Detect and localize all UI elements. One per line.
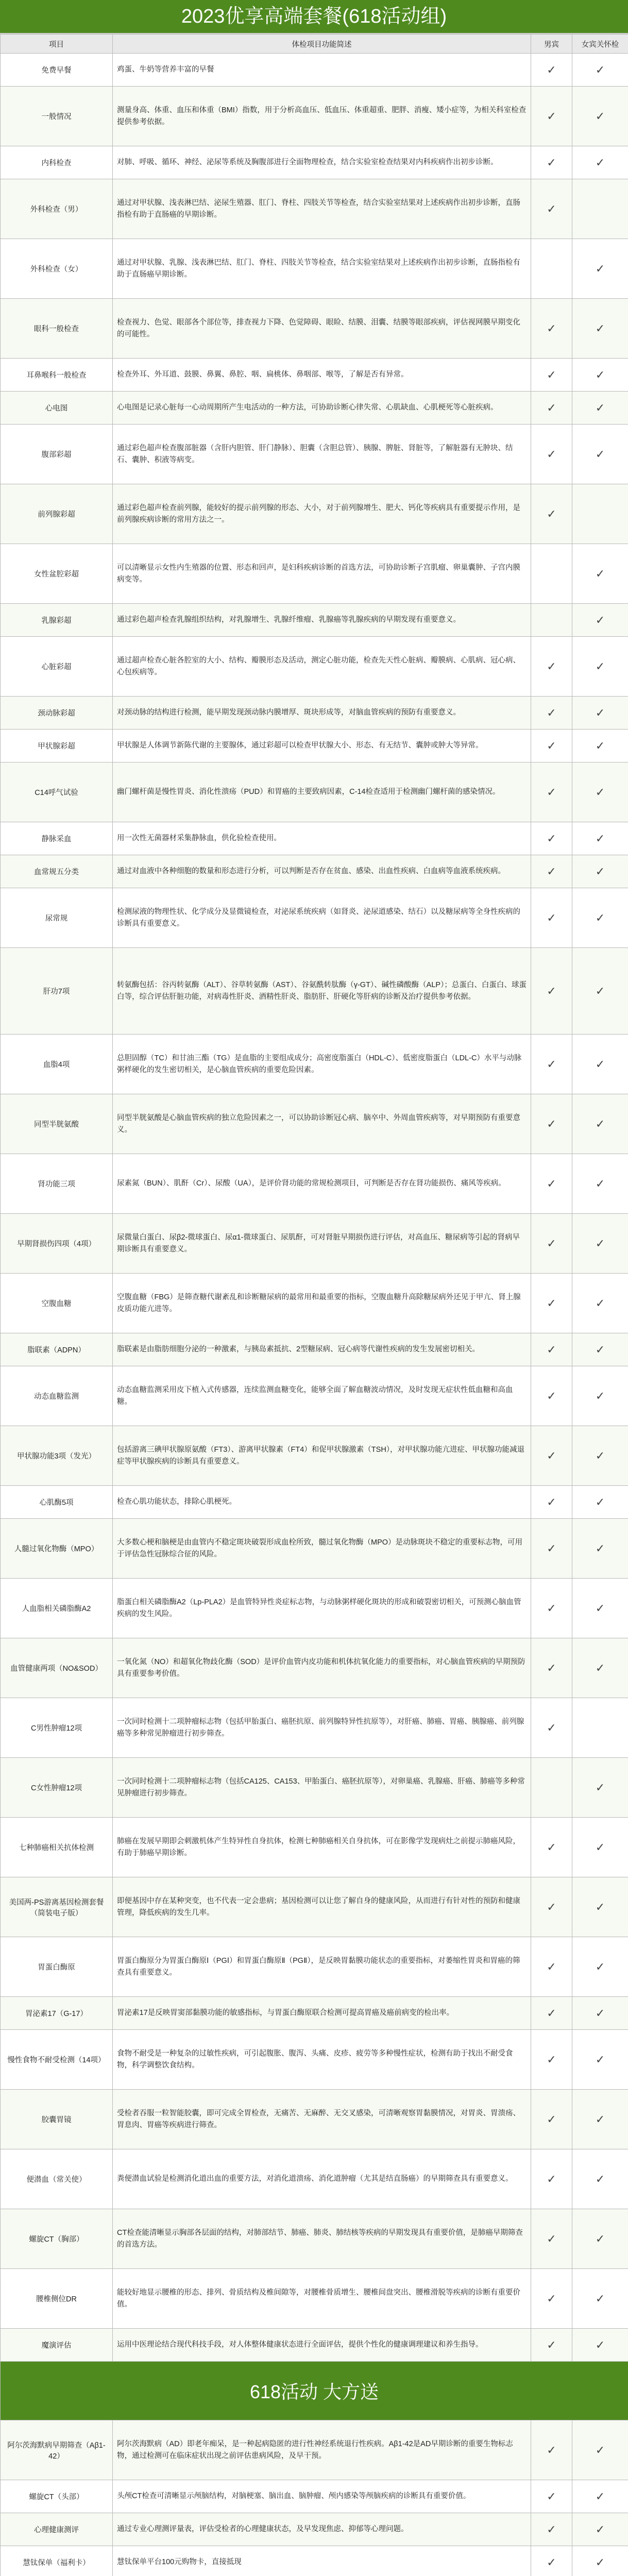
male-check: ✓ (531, 697, 572, 730)
item-name: 慢性食物不耐受检测（14项） (1, 2030, 113, 2090)
male-check: ✓ (531, 87, 572, 146)
male-check (531, 604, 572, 637)
item-name: 甲状腺功能3项（发光） (1, 1426, 113, 1486)
item-name: 螺旋CT（头部） (1, 2480, 113, 2513)
female-check: ✓ (572, 762, 628, 822)
table-row (1, 1333, 628, 1366)
table-header (1, 35, 628, 54)
female-check: ✓ (572, 2546, 628, 2576)
item-description: 通过对甲状腺、乳腺、浅表淋巴结、肛门、脊柱、四肢关节等检查，结合实验室结果对上述疾病作出初步诊断，直肠指检有助于直肠癌早期诊断。 (113, 239, 531, 299)
item-description: 头颅CT检查可清晰显示颅脑结构，对脑梗塞、脑出血、脑肿瘤、颅内感染等颅脑疾病的诊断具有重要价值。 (113, 2480, 531, 2513)
female-check: ✓ (572, 239, 628, 299)
table-row (1, 179, 628, 239)
male-check: ✓ (531, 2513, 572, 2546)
item-description: 空腹血糖（FBG）是筛查糖代谢紊乱和诊断糖尿病的最常用和最重要的指标，空腹血糖升高除糖尿病外还见于甲亢、肾上腺皮质功能亢进等。 (113, 1274, 531, 1333)
header-description: 体检项目功能简述 (113, 35, 531, 54)
item-name: 血常规五分类 (1, 855, 113, 888)
item-name: C女性肿瘤12项 (1, 1758, 113, 1818)
male-check (531, 239, 572, 299)
item-name: 外科检查（女） (1, 239, 113, 299)
female-check: ✓ (572, 1758, 628, 1818)
female-check: ✓ (572, 2209, 628, 2269)
item-description: 胃蛋白酶原分为胃蛋白酶原Ⅰ（PGⅠ）和胃蛋白酶原Ⅱ（PGⅡ），是反映胃黏膜功能状态的重要指标，对萎缩性胃炎和胃癌的筛查具有重要意义。 (113, 1937, 531, 1997)
table-row (1, 87, 628, 146)
table-row (1, 2269, 628, 2329)
item-description: 一氧化氮（NO）和超氧化物歧化酶（SOD）是评价血管内皮功能和机体抗氧化能力的重要指标，对心脑血管疾病的早期预防具有重要参考价值。 (113, 1638, 531, 1698)
male-check: ✓ (531, 484, 572, 544)
item-name: 同型半胱氨酸 (1, 1094, 113, 1154)
female-check: ✓ (572, 2149, 628, 2209)
table-row (1, 2420, 628, 2480)
female-check: ✓ (572, 948, 628, 1035)
female-check: ✓ (572, 730, 628, 762)
item-name: 心理健康测评 (1, 2513, 113, 2546)
table-row (1, 2546, 628, 2576)
female-check: ✓ (572, 2513, 628, 2546)
item-name: 外科检查（男） (1, 179, 113, 239)
item-name: 心脏彩超 (1, 637, 113, 697)
female-check: ✓ (572, 54, 628, 87)
male-check: ✓ (531, 299, 572, 359)
female-check (572, 179, 628, 239)
male-check: ✓ (531, 2030, 572, 2090)
male-check: ✓ (531, 2480, 572, 2513)
item-name: 心电图 (1, 392, 113, 425)
male-check: ✓ (531, 855, 572, 888)
male-check: ✓ (531, 888, 572, 948)
male-check: ✓ (531, 2209, 572, 2269)
item-name: 耳鼻喉科一般检查 (1, 359, 113, 392)
female-check: ✓ (572, 1519, 628, 1579)
table-row (1, 948, 628, 1035)
item-description: 总胆固醇（TC）和甘油三酯（TG）是血脂的主要组成成分；高密度脂蛋白（HDL-C）、低密度脂蛋白（LDL-C）水平与动脉粥样硬化的发生密切相关，是心脑血管疾病的重要危险因素。 (113, 1035, 531, 1094)
table-row (1, 484, 628, 544)
item-name: 颈动脉彩超 (1, 697, 113, 730)
header-item: 项目 (1, 35, 113, 54)
table-row (1, 697, 628, 730)
female-check: ✓ (572, 604, 628, 637)
table-row (1, 2329, 628, 2362)
female-check: ✓ (572, 697, 628, 730)
female-check: ✓ (572, 2480, 628, 2513)
promo-banner (1, 2362, 628, 2420)
table-row (1, 54, 628, 87)
table-row (1, 1579, 628, 1638)
female-check: ✓ (572, 1997, 628, 2030)
male-check (531, 544, 572, 604)
item-description: 鸡蛋、牛奶等营养丰富的早餐 (113, 54, 531, 87)
item-name: 便潜血（常关使） (1, 2149, 113, 2209)
male-check: ✓ (531, 762, 572, 822)
female-check: ✓ (572, 1937, 628, 1997)
item-description: 检查心肌功能状态，排除心肌梗死。 (113, 1486, 531, 1519)
table-row (1, 855, 628, 888)
table-row (1, 730, 628, 762)
female-check: ✓ (572, 1094, 628, 1154)
male-check: ✓ (531, 146, 572, 179)
male-check: ✓ (531, 2090, 572, 2149)
item-description: 一次同时检测十二项肿瘤标志物（包括CA125、CA153、甲胎蛋白、癌胚抗原等），对卵巢癌、乳腺癌、肝癌、肺癌等多种常见肿瘤进行初步筛查。 (113, 1758, 531, 1818)
item-description: 对颈动脉的结构进行检测，能早期发现颈动脉内膜增厚、斑块形成等，对脑血管疾病的预防有重要意义。 (113, 697, 531, 730)
item-name: 早期肾损伤四项（4项） (1, 1214, 113, 1274)
table-row (1, 1214, 628, 1274)
table-row (1, 1937, 628, 1997)
item-name: 乳腺彩超 (1, 604, 113, 637)
table-row (1, 1877, 628, 1937)
item-name: 肾功能三项 (1, 1154, 113, 1214)
female-check: ✓ (572, 1214, 628, 1274)
item-description: 对肺、呼吸、循环、神经、泌尿等系统及胸腹部进行全面物理检查，结合实验室检查结果对内科疾病作出初步诊断。 (113, 146, 531, 179)
item-description: 运用中医理论结合现代科技手段，对人体整体健康状态进行全面评估，提供个性化的健康调理建议和养生指导。 (113, 2329, 531, 2362)
item-description: 检查视力、色觉、眼部各个部位等，排查视力下降、色觉障碍、眼睑、结膜、泪囊、结膜等眼部疾病，评估视网膜早期变化的可能性。 (113, 299, 531, 359)
table-row (1, 392, 628, 425)
table-row (1, 359, 628, 392)
item-description: 检测尿液的物理性状、化学成分及显微镜检查，对泌尿系统疾病（如肾炎、泌尿道感染、结石）以及糖尿病等全身性疾病的诊断具有重要意义。 (113, 888, 531, 948)
item-description: 幽门螺杆菌是慢性胃炎、消化性溃疡（PUD）和胃癌的主要致病因素，C-14检查适用于检测幽门螺杆菌的感染情况。 (113, 762, 531, 822)
female-check: ✓ (572, 146, 628, 179)
female-check: ✓ (572, 1154, 628, 1214)
table-row (1, 2209, 628, 2269)
item-name: 人髓过氧化物酶（MPO） (1, 1519, 113, 1579)
table-row (1, 2090, 628, 2149)
table-row (1, 146, 628, 179)
item-description: 动态血糖监测采用皮下植入式传感器，连续监测血糖变化，能够全面了解血糖波动情况，及时发现无症状性低血糖和高血糖。 (113, 1366, 531, 1426)
male-check: ✓ (531, 1877, 572, 1937)
item-description: 肺癌在发展早期即会刺激机体产生特异性自身抗体，检测七种肺癌相关自身抗体，可在影像学发现病灶之前提示肺癌风险，有助于肺癌早期诊断。 (113, 1818, 531, 1877)
male-check: ✓ (531, 1937, 572, 1997)
table-row (1, 604, 628, 637)
item-name: 肝功7项 (1, 948, 113, 1035)
male-check: ✓ (531, 1366, 572, 1426)
female-check: ✓ (572, 1579, 628, 1638)
table-row (1, 822, 628, 855)
male-check: ✓ (531, 1214, 572, 1274)
item-name: C男性肿瘤12项 (1, 1698, 113, 1758)
male-check: ✓ (531, 948, 572, 1035)
male-check: ✓ (531, 392, 572, 425)
table-row (1, 239, 628, 299)
male-check: ✓ (531, 1333, 572, 1366)
female-check: ✓ (572, 2030, 628, 2090)
male-check: ✓ (531, 1638, 572, 1698)
item-name: 腰椎侧位DR (1, 2269, 113, 2329)
table-row (1, 299, 628, 359)
table-row (1, 1519, 628, 1579)
item-description: 能较好地显示腰椎的形态、排列、骨质结构及椎间隙等，对腰椎骨质增生、腰椎间盘突出、腰椎滑脱等疾病的诊断有重要价值。 (113, 2269, 531, 2329)
item-description: 大多数心梗和脑梗是由血管内不稳定斑块破裂形成血栓所致，髓过氧化物酶（MPO）是动脉斑块不稳定的重要标志物，可用于评估急性冠脉综合征的风险。 (113, 1519, 531, 1579)
item-name: 动态血糖监测 (1, 1366, 113, 1426)
male-check: ✓ (531, 822, 572, 855)
male-check: ✓ (531, 730, 572, 762)
female-check (572, 484, 628, 544)
item-description: 通过彩色超声检查前列腺，能较好的提示前列腺的形态、大小，对于前列腺增生、肥大、钙化等疾病具有重要提示作用，是前列腺疾病诊断的常用方法之一。 (113, 484, 531, 544)
item-description: 通过彩色超声检查腹部脏器（含肝内胆管、肝门静脉）、胆囊（含胆总管）、胰腺、脾脏、肾脏等，了解脏器有无肿块、结石、囊肿、积液等病变。 (113, 425, 531, 484)
item-description: 脂蛋白相关磷脂酶A2（Lp-PLA2）是血管特异性炎症标志物，与动脉粥样硬化斑块的形成和破裂密切相关，可预测心脑血管疾病的发生风险。 (113, 1579, 531, 1638)
table-row (1, 1094, 628, 1154)
header-female: 女宾关怀检 (572, 35, 628, 54)
item-name: 心肌酶5项 (1, 1486, 113, 1519)
item-name: 尿常规 (1, 888, 113, 948)
female-check: ✓ (572, 299, 628, 359)
female-check (572, 1698, 628, 1758)
item-description: 用一次性无菌器材采集静脉血，供化验检查使用。 (113, 822, 531, 855)
table-row (1, 425, 628, 484)
item-name: 前列腺彩超 (1, 484, 113, 544)
package-table (0, 34, 628, 2576)
table-row (1, 2149, 628, 2209)
item-description: 胃泌素17是反映胃窦部黏膜功能的敏感指标，与胃蛋白酶原联合检测可提高胃癌及癌前病变的检出率。 (113, 1997, 531, 2030)
female-check: ✓ (572, 855, 628, 888)
male-check: ✓ (531, 1997, 572, 2030)
male-check: ✓ (531, 1698, 572, 1758)
item-description: 检查外耳、外耳道、鼓膜、鼻翼、鼻腔、咽、扁桃体、鼻咽部、喉等，了解是否有异常。 (113, 359, 531, 392)
item-description: 转氨酶包括：谷丙转氨酶（ALT）、谷草转氨酶（AST）、谷氨酰转肽酶（γ-GT）、碱性磷酸酶（ALP）；总蛋白、白蛋白、球蛋白等，综合评估肝脏功能，对病毒性肝炎、酒精性肝炎、脂肪肝、肝硬化等肝病的诊断及治疗提供参考依据。 (113, 948, 531, 1035)
male-check (531, 1758, 572, 1818)
male-check: ✓ (531, 1818, 572, 1877)
item-description: 脂联素是由脂肪细胞分泌的一种激素，与胰岛素抵抗、2型糖尿病、冠心病等代谢性疾病的发生发展密切相关。 (113, 1333, 531, 1366)
item-description: 一次同时检测十二项肿瘤标志物（包括甲胎蛋白、癌胚抗原、前列腺特异性抗原等），对肝癌、肺癌、胃癌、胰腺癌、前列腺癌等多种常见肿瘤进行初步筛查。 (113, 1698, 531, 1758)
item-description: 阿尔茨海默病（AD）即老年痴呆，是一种起病隐匿的进行性神经系统退行性疾病。Aβ1-42是AD早期诊断的重要生物标志物，通过检测可在临床症状出现之前评估患病风险，及早干预。 (113, 2420, 531, 2480)
promo-banner-text: 618活动 大方送 (1, 2362, 628, 2420)
table-row (1, 1426, 628, 1486)
table-row (1, 1154, 628, 1214)
item-description: 尿微量白蛋白、尿β2-微球蛋白、尿α1-微球蛋白、尿肌酐，可对肾脏早期损伤进行评估，对高血压、糖尿病等引起的肾病早期诊断具有重要意义。 (113, 1214, 531, 1274)
female-check: ✓ (572, 888, 628, 948)
item-description: 慧钛保单平台100元购物卡，直接抵现 (113, 2546, 531, 2576)
female-check: ✓ (572, 425, 628, 484)
female-check: ✓ (572, 637, 628, 697)
item-description: 测量身高、体重、血压和体重（BMI）指数，用于分析高血压、低血压、体重超重、肥胖、消瘦、矮小症等，为相关科室检查提供参考依据。 (113, 87, 531, 146)
table-row (1, 762, 628, 822)
item-description: 通过彩色超声检查乳腺组织结构，对乳腺增生、乳腺纤维瘤、乳腺癌等乳腺疾病的早期发现有重要意义。 (113, 604, 531, 637)
table-row (1, 544, 628, 604)
item-name: 胃蛋白酶原 (1, 1937, 113, 1997)
table-row (1, 1997, 628, 2030)
item-name: 腹部彩超 (1, 425, 113, 484)
table-row (1, 2030, 628, 2090)
item-description: 通过对血液中各种细胞的数量和形态进行分析，可以判断是否存在贫血、感染、出血性疾病、白血病等血液系统疾病。 (113, 855, 531, 888)
male-check: ✓ (531, 359, 572, 392)
male-check: ✓ (531, 1154, 572, 1214)
female-check: ✓ (572, 1877, 628, 1937)
female-check: ✓ (572, 1366, 628, 1426)
male-check: ✓ (531, 1094, 572, 1154)
female-check: ✓ (572, 2420, 628, 2480)
table-row (1, 1366, 628, 1426)
item-name: 一般情况 (1, 87, 113, 146)
male-check: ✓ (531, 1274, 572, 1333)
table-row (1, 1698, 628, 1758)
male-check: ✓ (531, 2149, 572, 2209)
male-check: ✓ (531, 1519, 572, 1579)
item-name: 脂联素（ADPN） (1, 1333, 113, 1366)
item-name: 血脂4项 (1, 1035, 113, 1094)
female-check: ✓ (572, 1486, 628, 1519)
female-check: ✓ (572, 822, 628, 855)
female-check: ✓ (572, 544, 628, 604)
table-row (1, 1274, 628, 1333)
table-row (1, 1035, 628, 1094)
female-check: ✓ (572, 1638, 628, 1698)
male-check: ✓ (531, 179, 572, 239)
table-row (1, 637, 628, 697)
item-description: 心电图是记录心脏每一心动周期所产生电活动的一种方法，可协助诊断心律失常、心肌缺血、心肌梗死等心脏疾病。 (113, 392, 531, 425)
female-check: ✓ (572, 1818, 628, 1877)
female-check: ✓ (572, 1035, 628, 1094)
male-check: ✓ (531, 1579, 572, 1638)
item-name: 阿尔茨海默病早期筛查（Aβ1-42） (1, 2420, 113, 2480)
item-description: CT检查能清晰显示胸部各层面的结构，对肺部结节、肺癌、肺炎、肺结核等疾病的早期发现具有重要价值，是肺癌早期筛查的首选方法。 (113, 2209, 531, 2269)
item-name: 眼科一般检查 (1, 299, 113, 359)
female-check: ✓ (572, 392, 628, 425)
table-row (1, 888, 628, 948)
female-check: ✓ (572, 87, 628, 146)
item-name: 内科检查 (1, 146, 113, 179)
male-check: ✓ (531, 2269, 572, 2329)
item-name: 螺旋CT（胸部） (1, 2209, 113, 2269)
item-name: 空腹血糖 (1, 1274, 113, 1333)
female-check: ✓ (572, 2090, 628, 2149)
table-row (1, 2513, 628, 2546)
table-body (1, 54, 628, 2576)
female-check: ✓ (572, 2269, 628, 2329)
male-check: ✓ (531, 425, 572, 484)
item-description: 可以清晰显示女性内生殖器的位置、形态和回声，是妇科疾病诊断的首选方法，可协助诊断子宫肌瘤、卵巢囊肿、子宫内膜病变等。 (113, 544, 531, 604)
table-row (1, 1758, 628, 1818)
male-check: ✓ (531, 1035, 572, 1094)
item-name: 胶囊胃镜 (1, 2090, 113, 2149)
page-title: 2023优享高端套餐(618活动组) (0, 0, 628, 34)
female-check: ✓ (572, 2329, 628, 2362)
male-check: ✓ (531, 637, 572, 697)
male-check: ✓ (531, 54, 572, 87)
item-description: 通过超声检查心脏各腔室的大小、结构、瓣膜形态及活动，测定心脏功能，检查先天性心脏病、瓣膜病、心肌病、冠心病、心包疾病等。 (113, 637, 531, 697)
item-description: 甲状腺是人体调节新陈代谢的主要腺体，通过彩超可以检查甲状腺大小、形态、有无结节、囊肿或肿大等异常。 (113, 730, 531, 762)
header-male: 男宾 (531, 35, 572, 54)
female-check: ✓ (572, 1333, 628, 1366)
item-name: 魔演评估 (1, 2329, 113, 2362)
item-name: 七种肺癌相关抗体检测 (1, 1818, 113, 1877)
item-name: C14呼气试验 (1, 762, 113, 822)
female-check: ✓ (572, 1274, 628, 1333)
item-description: 尿素氮（BUN）、肌酐（Cr）、尿酸（UA），是评价肾功能的常规检测项目，可判断是否存在肾功能损伤、痛风等疾病。 (113, 1154, 531, 1214)
item-name: 慧钛保单（福利卡） (1, 2546, 113, 2576)
female-check: ✓ (572, 359, 628, 392)
male-check: ✓ (531, 1486, 572, 1519)
item-name: 免费早餐 (1, 54, 113, 87)
table-row (1, 1638, 628, 1698)
item-description: 受检者吞服一粒智能胶囊，即可完成全胃检查，无痛苦、无麻醉、无交叉感染，可清晰观察胃黏膜情况，对胃炎、胃溃疡、胃息肉、胃癌等疾病进行筛查。 (113, 2090, 531, 2149)
male-check: ✓ (531, 2420, 572, 2480)
table-row (1, 2480, 628, 2513)
item-description: 同型半胱氨酸是心脑血管疾病的独立危险因素之一，可以协助诊断冠心病、脑卒中、外周血管疾病等，对早期预防有重要意义。 (113, 1094, 531, 1154)
item-name: 人血脂相关磷脂酶A2 (1, 1579, 113, 1638)
item-name: 胃泌素17（G-17） (1, 1997, 113, 2030)
item-name: 静脉采血 (1, 822, 113, 855)
table-row (1, 1818, 628, 1877)
item-name: 血管健康两项（NO&SOD） (1, 1638, 113, 1698)
item-description: 即便基因中存在某种突变，也不代表一定会患病；基因检测可以让您了解自身的健康风险，从而进行有针对性的预防和健康管理，降低疾病的发生几率。 (113, 1877, 531, 1937)
female-check: ✓ (572, 1426, 628, 1486)
item-description: 粪便潜血试验是检测消化道出血的重要方法，对消化道溃疡、消化道肿瘤（尤其是结直肠癌）的早期筛查具有重要意义。 (113, 2149, 531, 2209)
item-name: 甲状腺彩超 (1, 730, 113, 762)
item-description: 通过专业心理测评量表，评估受检者的心理健康状态，及早发现焦虑、抑郁等心理问题。 (113, 2513, 531, 2546)
item-description: 通过对甲状腺、浅表淋巴结、泌尿生殖器、肛门、脊柱、四肢关节等检查，结合实验室结果对上述疾病作出初步诊断，直肠指检有助于直肠癌的早期诊断。 (113, 179, 531, 239)
item-name: 女性盆腔彩超 (1, 544, 113, 604)
table-row (1, 1486, 628, 1519)
item-name: 美国两-PS游离基因检测套餐（简装电子版） (1, 1877, 113, 1937)
male-check: ✓ (531, 2329, 572, 2362)
male-check: ✓ (531, 2546, 572, 2576)
male-check: ✓ (531, 1426, 572, 1486)
item-description: 包括游离三碘甲状腺原氨酸（FT3）、游离甲状腺素（FT4）和促甲状腺激素（TSH），对甲状腺功能亢进症、甲状腺功能减退症等甲状腺疾病的诊断具有重要意义。 (113, 1426, 531, 1486)
item-description: 食物不耐受是一种复杂的过敏性疾病，可引起腹胀、腹泻、头痛、皮疹、疲劳等多种慢性症状，检测有助于找出不耐受食物，科学调整饮食结构。 (113, 2030, 531, 2090)
